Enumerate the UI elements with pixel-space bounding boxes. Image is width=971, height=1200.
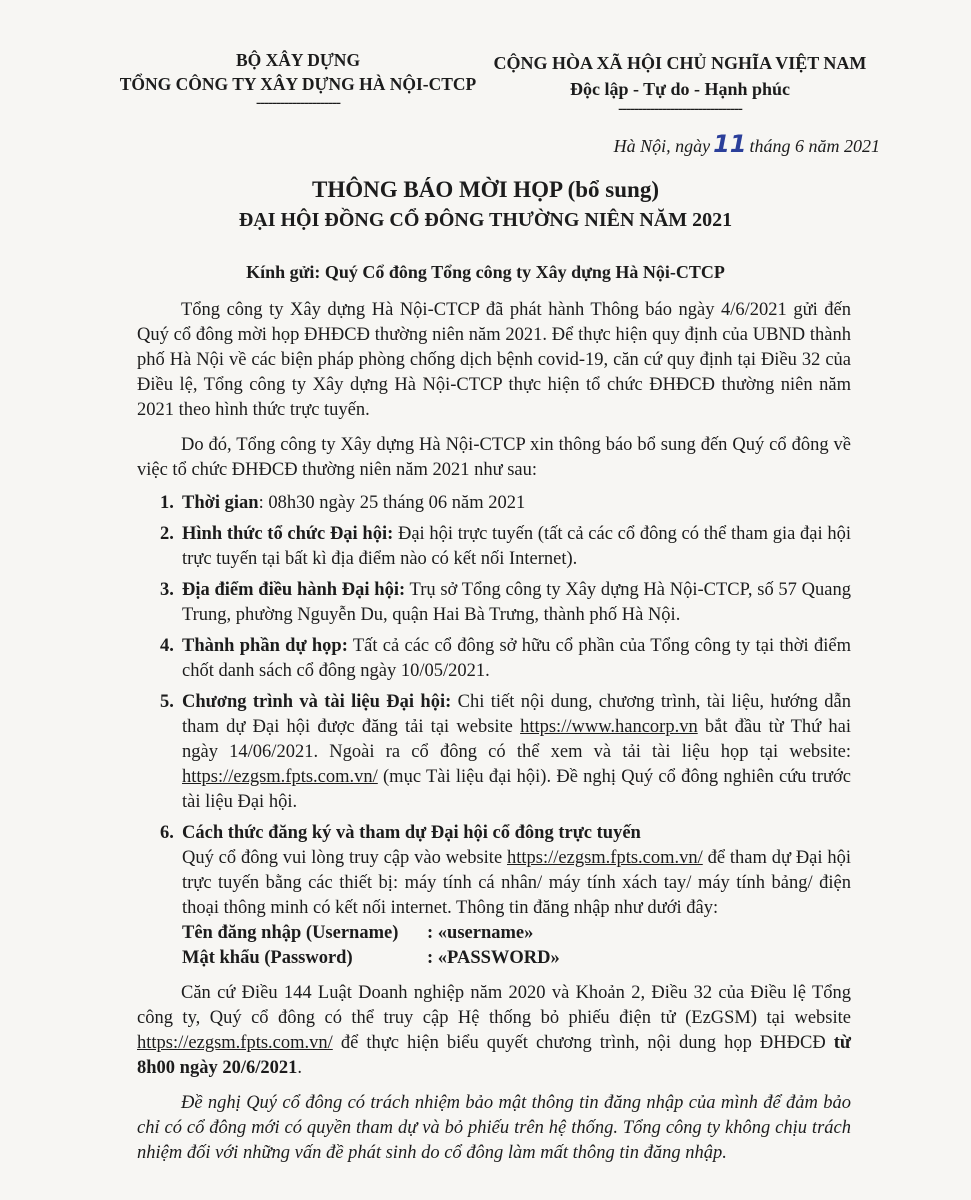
national-motto: Độc lập - Tự do - Hạnh phúc (569, 79, 791, 99)
list-item-time: 1. Thời gian: 08h30 ngày 25 tháng 06 năm 2021 (160, 493, 526, 513)
voting-start-time: từ 8h00 ngày 20/6/2021 (137, 1033, 851, 1078)
voting-paragraph: Căn cứ Điều 144 Luật Doanh nghiệp năm 2020 và Khoản 2, Điều 32 của Điều lệ Tổng công ty, Quý cổ đông có thể truy cập Hệ thống bỏ phiếu điện tử (EzGSM) tại website https://ezgsm.fpts.com.vn/ để thực hiện biểu quyết chương trình, nội dung họp ĐHĐCĐ từ 8h00 ngày 20/6/2021. (137, 983, 851, 1078)
issuer-rule: --------------------- (256, 95, 340, 111)
motto-rule: ------------------------------- (618, 101, 742, 117)
list-item-attendees: 4. Thành phần dự họp: Tất cả các cổ đông sở hữu cổ phần của Tổng công ty tại thời điểm chốt danh sách cổ đông ngày 10/05/2021. (160, 636, 851, 681)
list-item-venue: 3. Địa điểm điều hành Đại hội: Trụ sở Tổng công ty Xây dựng Hà Nội-CTCP, số 57 Quang Trung, phường Nguyễn Du, quận Hai Bà Trưng, thành phố Hà Nội. (160, 580, 851, 625)
username-label: Tên đăng nhập (Username) (182, 923, 399, 943)
intro-paragraph: Tổng công ty Xây dựng Hà Nội-CTCP đã phát hành Thông báo ngày 4/6/2021 gửi đến Quý cổ đông mời họp ĐHĐCĐ thường niên năm 2021. Để thực hiện quy định của UBND thành phố Hà Nội về các biện pháp phòng chống dịch bệnh covid-19, căn cứ quy định tại Điều 32 của Điều lệ, Tổng công ty Xây dựng Hà Nội-CTCP thực hiện tổ chức ĐHĐCĐ thường niên năm 2021 theo hình thức trực tuyến. (137, 300, 851, 420)
ezgsm-link[interactable]: https://ezgsm.fpts.com.vn/ (507, 848, 703, 868)
document-body (137, 298, 851, 1166)
handwritten-day: 11 (713, 130, 747, 158)
meeting-details-list (137, 491, 851, 971)
issuer-block (108, 48, 488, 110)
title-line-1: THÔNG BÁO MỜI HỌP (bổ sung) (312, 177, 659, 202)
password-row (182, 946, 851, 971)
password-label: Mật khẩu (Password) (182, 948, 353, 968)
national-header (470, 50, 890, 116)
place-date: Hà Nội, ngày 11 tháng 6 năm 2021 (613, 130, 880, 158)
ministry-name: BỘ XÂY DỰNG (235, 50, 361, 70)
salutation: Kính gửi: Quý Cổ đông Tổng công ty Xây dựng Hà Nội-CTCP (246, 262, 725, 282)
list-item-format: 2. Hình thức tổ chức Đại hội: Đại hội trực tuyến (tất cả các cổ đông có thể tham gia đại hội trực tuyến tại bất kì địa điểm nào có kết nối Internet). (160, 524, 851, 569)
password-value: : «PASSWORD» (427, 948, 560, 968)
list-item-registration: 6. Cách thức đăng ký và tham dự Đại hội cổ đông trực tuyến Quý cổ đông vui lòng truy cập vào website https://ezgsm.fpts.com.vn/ để tham dự Đại hội trực tuyến bằng các thiết bị: máy tính cá nhân/ máy tính xách tay/ máy tính bảng/ điện thoại thông minh có kết nối internet. Thông tin đăng nhập như dưới đây: Tên đăng nhập (Username) : «username» Mật khẩu (Password) : «PASSWORD» (137, 821, 851, 971)
document-title (0, 175, 971, 235)
country-name: CỘNG HÒA XÃ HỘI CHỦ NGHĨA VIỆT NAM (493, 53, 867, 73)
company-name: TỔNG CÔNG TY XÂY DỰNG HÀ NỘI-CTCP (119, 74, 477, 94)
ezgsm-link[interactable]: https://ezgsm.fpts.com.vn/ (137, 1033, 333, 1053)
list-item-agenda: 5. Chương trình và tài liệu Đại hội: Chi tiết nội dung, chương trình, tài liệu, hướng dẫn tham dự Đại hội được đăng tải tại website https://www.hancorp.vn bắt đầu từ Thứ hai ngày 14/06/2021. Ngoài ra cổ đông có thể xem và tải tài liệu họp tại website: https://ezgsm.fpts.com.vn/ (mục Tài liệu đại hội). Đề nghị Quý cổ đông nghiên cứu trước tài liệu Đại hội. (160, 692, 852, 812)
username-row (182, 921, 851, 946)
ezgsm-link[interactable]: https://ezgsm.fpts.com.vn/ (182, 767, 378, 787)
registration-text: Quý cổ đông vui lòng truy cập vào website https://ezgsm.fpts.com.vn/ để tham dự Đại hội trực tuyến bằng các thiết bị: máy tính cá nhân/ máy tính xách tay/ máy tính bảng/ điện thoại thông minh có kết nối internet. Thông tin đăng nhập như dưới đây: (182, 848, 851, 918)
security-notice: Đề nghị Quý cổ đông có trách nhiệm bảo mật thông tin đăng nhập của mình để đảm bảo chỉ có cổ đông mới có quyền tham dự và bỏ phiếu trên hệ thống. Tổng công ty không chịu trách nhiệm đối với những vấn đề phát sinh do cổ đông làm mất thông tin đăng nhập. (137, 1093, 851, 1163)
announce-paragraph: Do đó, Tổng công ty Xây dựng Hà Nội-CTCP xin thông báo bổ sung đến Quý cổ đông về việc tổ chức ĐHĐCĐ thường niên năm 2021 như sau: (137, 435, 851, 480)
title-line-2: ĐẠI HỘI ĐỒNG CỔ ĐÔNG THƯỜNG NIÊN NĂM 2021 (238, 209, 733, 231)
username-value: : «username» (427, 923, 534, 943)
hancorp-link[interactable]: https://www.hancorp.vn (520, 717, 698, 737)
